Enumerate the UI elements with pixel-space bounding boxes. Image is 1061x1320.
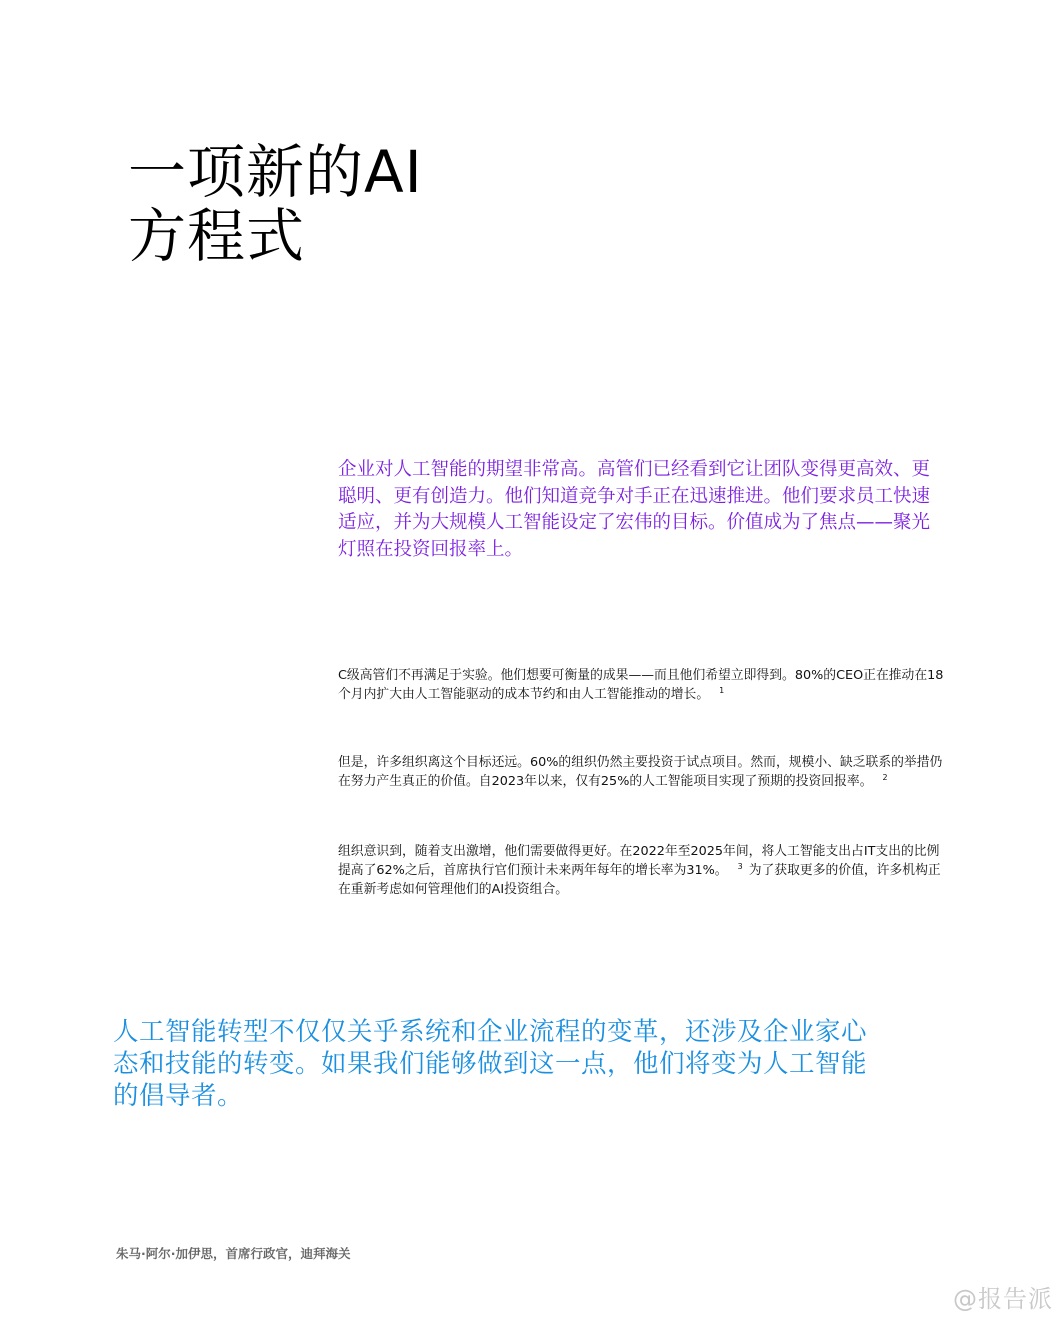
body-paragraph-1 — [338, 666, 950, 704]
body-paragraph-3 — [338, 842, 950, 899]
body-paragraph-3-text: 组织意识到，随着支出激增，他们需要做得更好。在2022年至2025年间，将人工智能支出占IT支出的比例提高了62%之后，首席执行官们预计未来两年每年的增长率为31%。 — [338, 844, 940, 878]
body-paragraph-2-text: 但是，许多组织离这个目标还远。60%的组织仍然主要投资于试点项目。然而，规模小、缺乏联系的举措仍在努力产生真正的价值。自2023年以来，仅有25%的人工智能项目实现了预期的投资回报率。 — [338, 755, 943, 789]
footnote-ref-3: 3 — [737, 861, 743, 871]
quote-attribution: 朱马·阿尔·加伊思，首席行政官，迪拜海关 — [116, 1246, 351, 1261]
watermark: @报告派 — [953, 1285, 1053, 1313]
pull-quote: 人工智能转型不仅仅关乎系统和企业流程的变革，还涉及企业家心态和技能的转变。如果我们能够做到这一点，他们将变为人工智能的倡导者。 — [113, 1017, 868, 1111]
lead-paragraph: 企业对人工智能的期望非常高。高管们已经看到它让团队变得更高效、更聪明、更有创造力。他们知道竞争对手正在迅速推进。他们要求员工快速适应，并为大规模人工智能设定了宏伟的目标。价值成为了焦点——聚光灯照在投资回报率上。 — [338, 459, 931, 560]
page-title — [128, 140, 648, 268]
body-paragraph-3-text-after: 为了获取更多的价值，许多机构正在重新考虑如何管理他们的AI投资组合。 — [338, 863, 941, 897]
footnote-ref-2: 2 — [882, 772, 888, 782]
body-paragraph-2 — [338, 753, 950, 791]
page-title-line-2: 方程式 — [128, 202, 306, 270]
body-paragraph-1-text: C级高管们不再满足于实验。他们想要可衡量的成果——而且他们希望立即得到。80%的CEO正在推动在18个月内扩大由人工智能驱动的成本节约和由人工智能推动的增长。 — [338, 668, 944, 702]
page-title-line-1: 一项新的AI — [128, 138, 423, 206]
footnote-ref-1: 1 — [719, 685, 725, 695]
